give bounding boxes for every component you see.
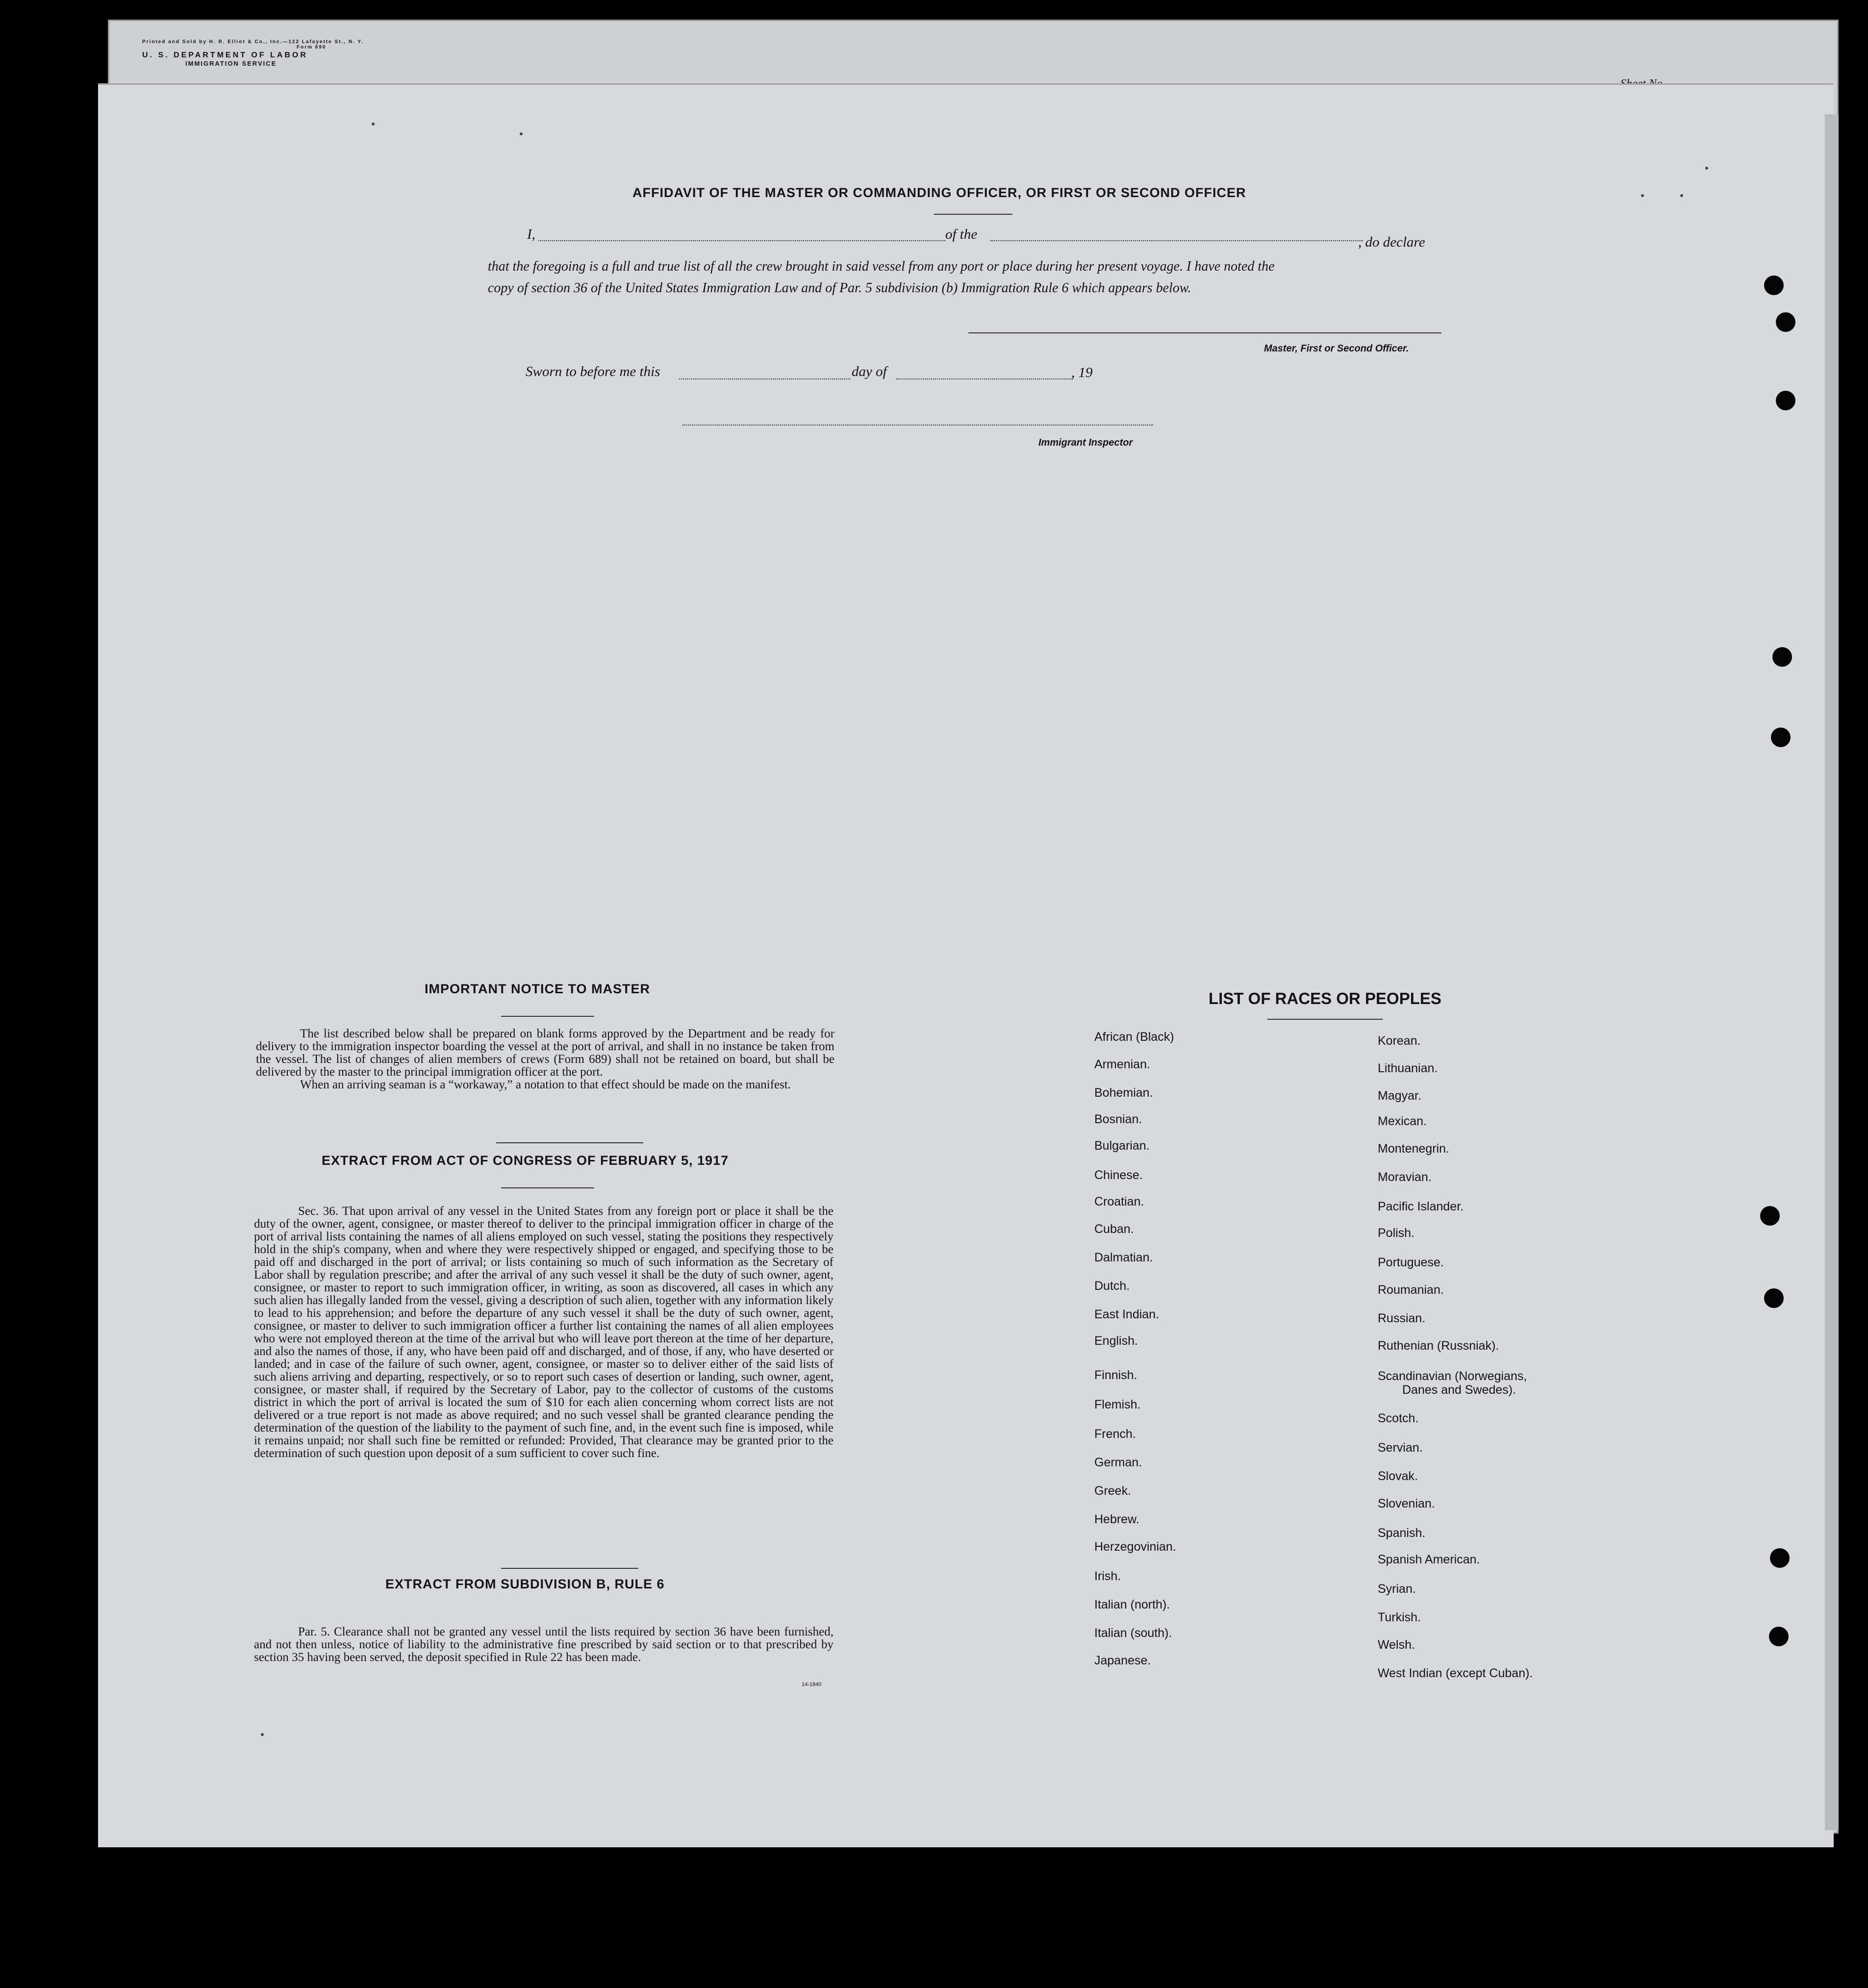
speck — [1680, 194, 1683, 197]
race-item: Lithuanian. — [1378, 1061, 1438, 1075]
master-name-field[interactable] — [538, 240, 945, 241]
race-item: Irish. — [1094, 1569, 1121, 1583]
race-item: Slovenian. — [1378, 1497, 1435, 1510]
race-item: Moravian. — [1378, 1170, 1432, 1184]
race-item: Ruthenian (Russniak). — [1378, 1339, 1499, 1353]
punch-hole — [1776, 391, 1795, 410]
form-sheet — [98, 83, 1834, 1847]
affidavit-title: AFFIDAVIT OF THE MASTER OR COMMANDING OFFICER, OR FIRST OR SECOND OFFICER — [632, 185, 1246, 200]
race-item: Mexican. — [1378, 1114, 1427, 1128]
race-item: Italian (north). — [1094, 1598, 1170, 1611]
vessel-name-field[interactable] — [990, 240, 1363, 241]
act-extract-body — [254, 1205, 833, 1460]
act-extract-text: Sec. 36. That upon arrival of any vessel in the United States from any foreign port or place it shall be the duty of the owner, agent, consignee, or master thereof to deliver to the principal immigration officer in charge of the port of arrival lists containing the names of all aliens employed on such vessel, stating the positions they respectively hold in the ship's company, when and where they were respectively shipped or engaged, and specifying those to be paid off and discharged in the port of arrival; or lists containing so much of such information as the Secretary of Labor shall by regulation prescribe; and after the arrival of any such vessel it shall be the duty of such owner, agent, consignee, or master to report to such immigration officer, in writing, as soon as discovered, all cases in which any such alien has illegally landed from the vessel, giving a description of such alien, together with any information likely to lead to his apprehension; and before the departure of any such vessel it shall be the duty of such owner, agent, consignee, or master to deliver to such immigration officer a further list containing the names of all alien employees who were not employed thereon at the time of the arrival but who will leave port thereon at the time of her departure, and also the names of those, if any, who have been paid off and discharged, and of those, if any, who have deserted or landed; and in case of the failure of such owner, agent, consignee, or master so to deliver either of the said lists of such aliens arriving and departing, respectively, or so to report such cases of desertion or landing, such owner, agent, consignee, or master shall, if required by the Secretary of Labor, pay to the collector of customs of the customs district in which the port of arrival is located the sum of $10 for each alien concerning whom correct lists are not delivered or a true report is not made as above required; and no such vessel shall be granted clearance pending the determination of the question of the liability to the payment of such fine, and, in the event such fine is imposed, while it remains unpaid; nor shall such fine be remitted or refunded: Provided, That clearance may be granted prior to the determination of such question upon deposit of a sum sufficient to cover such fine. — [254, 1205, 833, 1460]
notice-body — [256, 1028, 834, 1091]
affidavit-line-3: copy of section 36 of the United States Immigration Law and of Par. 5 subdivision (b) Immigration Rule 6 which appears below. — [488, 280, 1191, 296]
race-item: Korean. — [1378, 1034, 1421, 1048]
race-item: Scandinavian (Norwegians, — [1378, 1369, 1527, 1383]
race-item: Welsh. — [1378, 1638, 1415, 1652]
divider — [501, 1568, 638, 1569]
affidavit-line-2: that the foregoing is a full and true list of all the crew brought in said vessel from any port or place during her present voyage. I have noted the — [488, 259, 1275, 274]
race-item: Pacific Islander. — [1378, 1200, 1464, 1213]
race-item: Dalmatian. — [1094, 1251, 1153, 1264]
race-item: French. — [1094, 1427, 1136, 1441]
sworn-label: Sworn to before me this — [526, 364, 660, 379]
race-item: Finnish. — [1094, 1368, 1137, 1382]
race-item: Polish. — [1378, 1226, 1415, 1240]
race-item: Herzegovinian. — [1094, 1540, 1176, 1554]
race-item: Turkish. — [1378, 1611, 1421, 1624]
race-item: East Indian. — [1094, 1308, 1160, 1321]
race-item: West Indian (except Cuban). — [1378, 1666, 1533, 1680]
race-item: Bulgarian. — [1094, 1139, 1150, 1153]
race-item: Syrian. — [1378, 1582, 1416, 1596]
race-item: Chinese. — [1094, 1168, 1143, 1182]
race-item: Slovak. — [1378, 1469, 1418, 1483]
speck — [372, 123, 375, 126]
affidavit-of-the: of the — [945, 226, 978, 242]
race-item: Spanish. — [1378, 1526, 1426, 1540]
punch-hole — [1764, 1288, 1784, 1308]
race-item: Italian (south). — [1094, 1626, 1172, 1640]
divider — [1267, 1019, 1383, 1020]
race-item: Servian. — [1378, 1441, 1423, 1455]
race-item: Japanese. — [1094, 1654, 1151, 1667]
races-title: LIST OF RACES OR PEOPLES — [1209, 989, 1441, 1007]
form-header — [142, 39, 364, 67]
master-signature-caption: Master, First or Second Officer. — [1264, 343, 1409, 354]
year-label: , 19 — [1071, 365, 1093, 380]
day-of-label: day of — [852, 364, 887, 379]
punch-hole — [1760, 1206, 1780, 1226]
notice-paragraph-2: When an arriving seaman is a “workaway,” a notation to that effect should be made on the manifest. — [300, 1078, 791, 1091]
inspector-caption: Immigrant Inspector — [1038, 437, 1133, 448]
inspector-signature-line[interactable] — [682, 425, 1153, 426]
printer-line: Printed and Sold by H. R. Elliot & Co., Inc.—122 Lafayette St., N. Y. — [142, 39, 364, 45]
race-item: Armenian. — [1094, 1057, 1150, 1071]
speck — [1641, 194, 1644, 197]
speck — [520, 132, 523, 135]
race-item: Dutch. — [1094, 1279, 1130, 1293]
punch-hole — [1776, 312, 1795, 332]
sworn-month-field[interactable] — [896, 378, 1073, 379]
race-item: African (Black) — [1094, 1030, 1174, 1044]
notice-title: IMPORTANT NOTICE TO MASTER — [425, 981, 650, 996]
race-item: Scotch. — [1378, 1411, 1419, 1425]
punch-hole — [1771, 728, 1791, 747]
race-item: Spanish American. — [1378, 1553, 1480, 1566]
affidavit-declare: , do declare — [1358, 234, 1425, 250]
race-item: German. — [1094, 1456, 1142, 1469]
speck — [261, 1733, 264, 1736]
race-item: English. — [1094, 1334, 1138, 1348]
race-item: Russian. — [1378, 1311, 1426, 1325]
race-item: Croatian. — [1094, 1195, 1144, 1208]
notice-paragraph-1: The list described below shall be prepared on blank forms approved by the Department and be ready for delivery to the immigration inspector boarding the vessel at the port of arrival, and shall in no instance be taken from the vessel. The list of changes of alien members of crews (Form 689) shall not be retained on board, but shall be delivered by the master to the principal immigration officer at the port. — [256, 1027, 834, 1079]
race-item: Portuguese. — [1378, 1256, 1444, 1269]
race-item: Danes and Swedes). — [1402, 1383, 1516, 1397]
race-item: Flemish. — [1094, 1398, 1141, 1411]
race-item: Montenegrin. — [1378, 1142, 1449, 1156]
divider — [501, 1016, 594, 1017]
rule-extract-text: Par. 5. Clearance shall not be granted any vessel until the lists required by section 36 have been furnished, and not then unless, notice of liability to the administrative fine prescribed by said section or to that prescribed by section 35 having been served, the deposit specified in Rule 22 has been made. — [254, 1625, 833, 1664]
form-print-number: 14-1840 — [802, 1682, 822, 1687]
service-name: IMMIGRATION SERVICE — [185, 60, 277, 67]
rule-extract-body — [254, 1626, 833, 1664]
act-extract-title: EXTRACT FROM ACT OF CONGRESS OF FEBRUARY 5, 1917 — [322, 1153, 729, 1168]
form-number-label: Form 690 — [297, 45, 327, 50]
punch-hole — [1764, 276, 1784, 295]
speck — [1705, 167, 1708, 170]
affidavit-i: I, — [527, 226, 535, 242]
race-item: Bosnian. — [1094, 1112, 1142, 1126]
race-item: Cuban. — [1094, 1222, 1134, 1236]
divider — [501, 1187, 594, 1188]
punch-hole — [1769, 1627, 1789, 1646]
punch-hole — [1770, 1548, 1790, 1568]
divider — [496, 1142, 643, 1143]
race-item: Roumanian. — [1378, 1283, 1444, 1297]
race-item: Magyar. — [1378, 1089, 1421, 1103]
race-item: Bohemian. — [1094, 1086, 1153, 1100]
race-item: Hebrew. — [1094, 1512, 1139, 1526]
punch-hole — [1772, 647, 1792, 667]
rule-extract-title: EXTRACT FROM SUBDIVISION B, RULE 6 — [385, 1577, 665, 1591]
race-item: Greek. — [1094, 1484, 1132, 1498]
sworn-day-field[interactable] — [679, 378, 851, 379]
divider — [934, 214, 1012, 215]
department-name: U. S. DEPARTMENT OF LABOR — [142, 51, 308, 59]
master-signature-line[interactable] — [968, 332, 1441, 333]
